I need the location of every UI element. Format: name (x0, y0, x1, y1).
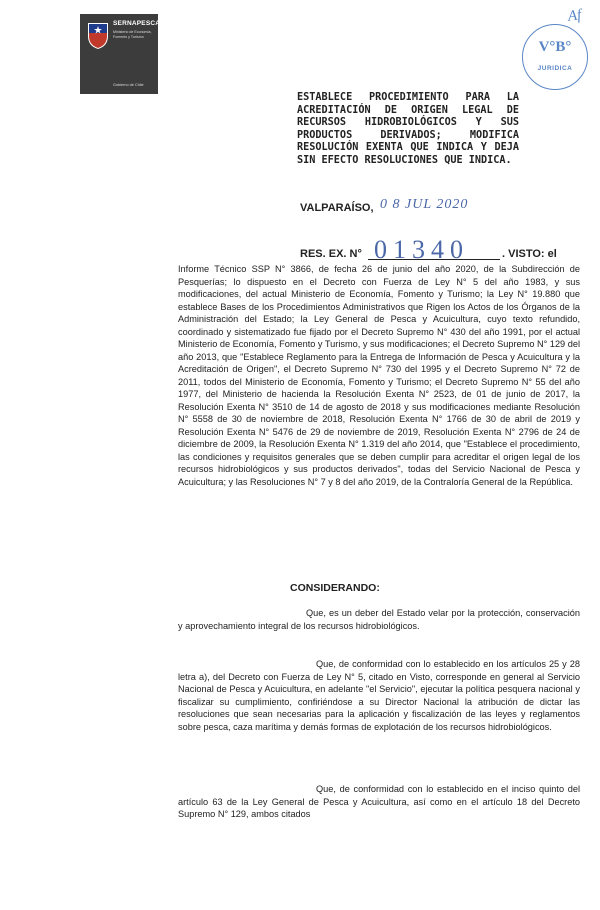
considerando-paragraph-2: Que, de conformidad con lo establecido en los artículos 25 y 28 letra a), del Decreto con Fuerza de Ley N° 5, citado en Visto, corresponde en general al Servicio Nacional de Pesca y Acuicultura, en adelante "el Servicio", ejecutar la política pesquera nacional y fiscalizar su cumplimiento, confiriéndose a su Director Nacional la atribución de dictar las resoluciones que sean necesarias para la aplicación y fiscalización de las leyes y reglamentos sobre pesca, caza marítima y demás formas de explotación de los recursos hidrobiológicos. (178, 659, 580, 732)
place-date-line (300, 197, 580, 222)
place-label: VALPARAÍSO, (300, 202, 374, 214)
stamped-date: 0 8 JUL 2020 (380, 197, 469, 212)
stamp-vobo-text: V°B° (538, 39, 572, 55)
document-title: ESTABLECE PROCEDIMIENTO PARA LA ACREDITACIÓN DE ORIGEN LEGAL DE RECURSOS HIDROBIOLÓGICOS Y SUS PRODUCTOS DERIVADOS; MODIFICA RESOLUCIÓN EXENTA QUE INDICA Y DEJA SIN EFECTO RESOLUCIONES QUE INDICA. (297, 92, 519, 166)
visto-paragraph: Informe Técnico SSP N° 3866, de fecha 26 de junio del año 2020, de la Subdirección de Pesquerías; lo dispuesto en el Decreto con Fuerza de Ley N° 5 del año 1983, y sus modificaciones, del actual Ministerio de Economía, Fomento y Turismo; la Ley N° 19.880 que establece Bases de los Procedimientos Administrativos que Rigen los Actos de los Órganos de la Administración del Estado; la Ley General de Pesca y Acuicultura, cuyo texto refundido, coordinado y sistematizado fue fijado por el Decreto Supremo N° 430 del año 1991, por el actual Ministerio de Economía, Fomento y Turismo, y sus modificaciones; el Decreto Supremo N° 129 del año 2013, que "Establece Reglamento para la Entrega de Información de Pesca y Acuicultura y la Acreditación de Origen", el Decreto Supremo N° 730 del 1995 y el Decreto Supremo N° 72 de 2011, todos del Ministerio de Economía, Fomento y Turismo; el Decreto Supremo N° 55 del año 1977, del Ministerio de hacienda la Resolución Exenta N° 2523, de 01 de junio de 2017, la Resolución Exenta N° 3510 de 14 de agosto de 2018 y sus modificaciones mediante Resolución N° 5558 de 30 de noviembre de 2018, Resolución Exenta N° 1766 de 30 de abril de 2019 y Resolución Exenta N° 5476 de 29 de noviembre de 2019, Resolución Exenta N° 2796 de 24 de diciembre de 2009, la Resolución Exenta N° 1.319 del año 2014, que "Establece el procedimiento, las condiciones y requisitos generales que se deben cumplir para acreditar el origen legal de los recursos hidrobiológicos y sus productos derivados", todas del Servicio Nacional de Pesca y Acuicultura; y las Resoluciones N° 7 y 8 del año 2019, de la Contraloría General de la República. (178, 264, 580, 487)
logo-ministry: Ministerio de Economía, Fomento y Turismo (113, 30, 152, 39)
logo-government: Gobierno de Chile (113, 83, 144, 87)
stamp-legal-text: JURIDICA (537, 65, 573, 72)
considerando-paragraph-1: Que, es un deber del Estado velar por la protección, conservación y aprovechamiento integral de los recursos hidrobiológicos. (178, 608, 580, 631)
considerando-heading: CONSIDERANDO: (290, 582, 380, 594)
logo-brand: SERNAPESCA (113, 20, 161, 27)
resolution-label: RES. EX. N° (300, 248, 362, 260)
visto-label: . VISTO: el (502, 248, 557, 260)
sernapesca-logo (80, 14, 161, 94)
considerando-paragraph-3: Que, de conformidad con lo establecido en el inciso quinto del artículo 63 de la Ley General de Pesca y Acuicultura, así como en el artículo 18 del Decreto Supremo N° 129, ambos citados (178, 784, 580, 819)
chilean-coat-of-arms-icon (86, 20, 110, 50)
resolution-number: 01340 (374, 235, 469, 264)
stamp-initials: Af (566, 7, 583, 25)
vobo-stamp (522, 24, 588, 90)
